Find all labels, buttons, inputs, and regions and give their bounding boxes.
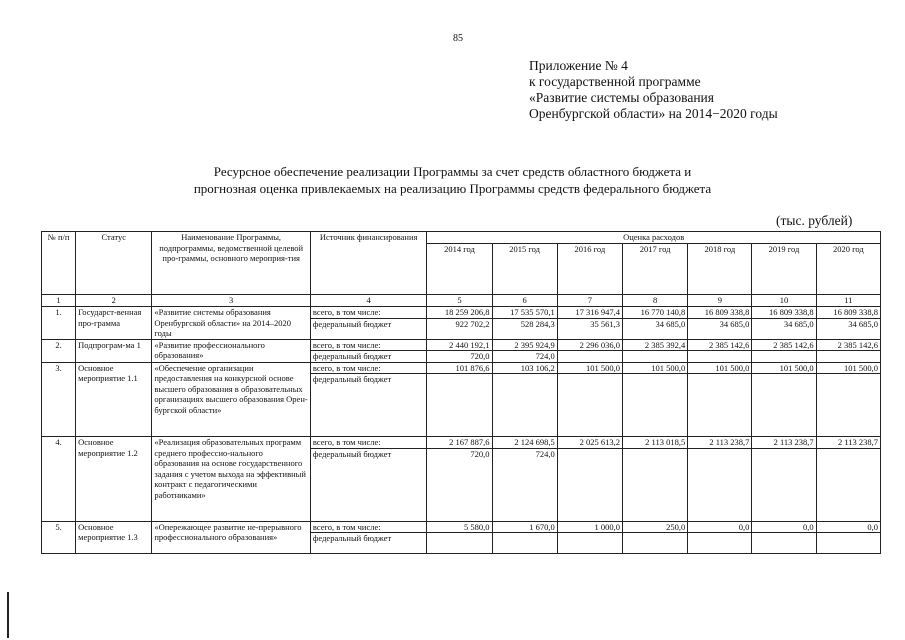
row-value: 2 385 142,6 <box>688 339 752 351</box>
row-value: 2 113 238,7 <box>688 437 752 449</box>
row-value: 17 535 570,1 <box>492 307 557 319</box>
document-title-line: Ресурсное обеспечение реализации Программы за счет средств областного бюджета и <box>213 164 692 179</box>
table-row <box>42 362 881 374</box>
column-number: 2 <box>76 295 152 307</box>
appendix-line: «Развитие системы образования <box>529 90 714 105</box>
row-value: 2 025 613,2 <box>557 437 622 449</box>
row-value: 34 685,0 <box>816 318 880 339</box>
row-value: 2 385 142,6 <box>752 339 816 351</box>
column-number: 5 <box>427 295 492 307</box>
row-source-label: федеральный бюджет <box>310 374 426 437</box>
header-name: Наименование Программы, подпрограммы, ведомственной целевой про-граммы, основного мероприя-тия <box>152 232 311 295</box>
column-number: 11 <box>816 295 880 307</box>
row-value <box>816 533 880 554</box>
row-name: «Развитие профессионального образования» <box>152 339 311 362</box>
row-value: 720,0 <box>427 351 492 363</box>
appendix-line: к государственной программе <box>529 74 701 89</box>
row-value <box>622 448 687 521</box>
row-value <box>752 448 816 521</box>
row-value: 2 385 392,4 <box>622 339 687 351</box>
row-value <box>557 374 622 437</box>
row-value <box>816 374 880 437</box>
row-value: 2 385 142,6 <box>816 339 880 351</box>
row-value <box>752 533 816 554</box>
row-source-label: всего, в том числе: <box>310 521 426 533</box>
row-num: 2. <box>42 339 76 362</box>
row-source-label: всего, в том числе: <box>310 339 426 351</box>
header-year: 2015 год <box>492 243 557 295</box>
row-value: 2 124 698,5 <box>492 437 557 449</box>
row-value <box>622 533 687 554</box>
row-value <box>816 351 880 363</box>
row-num: 5. <box>42 521 76 554</box>
column-number: 3 <box>152 295 311 307</box>
column-number: 9 <box>688 295 752 307</box>
row-num: 3. <box>42 362 76 437</box>
row-value: 0,0 <box>688 521 752 533</box>
row-value <box>492 533 557 554</box>
header-year: 2014 год <box>427 243 492 295</box>
row-value: 528 284,3 <box>492 318 557 339</box>
row-value: 0,0 <box>752 521 816 533</box>
row-value: 101 500,0 <box>557 362 622 374</box>
row-value <box>688 533 752 554</box>
header-year: 2016 год <box>557 243 622 295</box>
row-value: 2 440 192,1 <box>427 339 492 351</box>
document-title <box>0 163 905 197</box>
column-number: 4 <box>310 295 426 307</box>
column-number: 10 <box>752 295 816 307</box>
row-value: 2 113 238,7 <box>752 437 816 449</box>
row-value <box>688 351 752 363</box>
row-value: 1 670,0 <box>492 521 557 533</box>
row-value: 5 580,0 <box>427 521 492 533</box>
row-source-label: всего, в том числе: <box>310 307 426 319</box>
row-value <box>427 533 492 554</box>
row-source-label: всего, в том числе: <box>310 362 426 374</box>
row-num: 4. <box>42 437 76 522</box>
row-source-label: федеральный бюджет <box>310 351 426 363</box>
row-status: Основное мероприятие 1.3 <box>76 521 152 554</box>
header-year: 2019 год <box>752 243 816 295</box>
header-row <box>42 232 881 244</box>
units-label: (тыс. рублей) <box>776 213 853 228</box>
row-value: 101 500,0 <box>622 362 687 374</box>
row-value: 922 702,2 <box>427 318 492 339</box>
row-name: «Опережающее развитие не-прерывного профессионального образования» <box>152 521 311 554</box>
row-value <box>427 374 492 437</box>
row-value: 250,0 <box>622 521 687 533</box>
row-status: Основное мероприятие 1.1 <box>76 362 152 437</box>
row-value: 2 395 924,9 <box>492 339 557 351</box>
row-value: 103 106,2 <box>492 362 557 374</box>
row-status: Государст-венная про-грамма <box>76 307 152 340</box>
row-value: 101 500,0 <box>816 362 880 374</box>
table-row <box>42 307 881 319</box>
row-name: «Развитие системы образования Оренбургской области» на 2014–2020 годы <box>152 307 311 340</box>
appendix-line: Оренбургской области» на 2014−2020 годы <box>529 106 778 121</box>
row-value: 16 809 338,8 <box>816 307 880 319</box>
row-value: 34 685,0 <box>622 318 687 339</box>
column-number: 1 <box>42 295 76 307</box>
row-value: 0,0 <box>816 521 880 533</box>
row-value: 16 809 338,8 <box>688 307 752 319</box>
row-value: 35 561,3 <box>557 318 622 339</box>
table-row <box>42 521 881 533</box>
table-row <box>42 339 881 351</box>
column-number: 8 <box>622 295 687 307</box>
row-value: 2 113 238,7 <box>816 437 880 449</box>
row-status: Подпрограм-ма 1 <box>76 339 152 362</box>
row-value: 16 809 338,8 <box>752 307 816 319</box>
header-source: Источник финансирования <box>310 232 426 295</box>
page-number: 85 <box>453 33 463 44</box>
row-value: 34 685,0 <box>752 318 816 339</box>
appendix-line: Приложение № 4 <box>529 58 628 73</box>
row-value <box>752 351 816 363</box>
row-source-label: федеральный бюджет <box>310 533 426 554</box>
header-year: 2017 год <box>622 243 687 295</box>
row-value: 2 296 036,0 <box>557 339 622 351</box>
row-value <box>492 374 557 437</box>
row-value <box>816 448 880 521</box>
row-value: 17 316 947,4 <box>557 307 622 319</box>
column-number-row <box>42 295 881 307</box>
resources-table <box>41 231 881 554</box>
header-estimate: Оценка расходов <box>427 232 881 244</box>
header-year: 2020 год <box>816 243 880 295</box>
scan-edge-line <box>7 592 9 638</box>
row-source-label: федеральный бюджет <box>310 318 426 339</box>
row-value: 724,0 <box>492 448 557 521</box>
column-number: 7 <box>557 295 622 307</box>
row-value: 18 259 206,8 <box>427 307 492 319</box>
row-value: 1 000,0 <box>557 521 622 533</box>
row-source-label: федеральный бюджет <box>310 448 426 521</box>
row-value <box>688 374 752 437</box>
row-value: 2 113 018,5 <box>622 437 687 449</box>
row-value <box>557 351 622 363</box>
row-value: 101 500,0 <box>688 362 752 374</box>
row-value <box>622 351 687 363</box>
row-value <box>688 448 752 521</box>
row-value: 34 685,0 <box>688 318 752 339</box>
row-value: 720,0 <box>427 448 492 521</box>
row-value: 101 500,0 <box>752 362 816 374</box>
row-value <box>557 448 622 521</box>
header-year: 2018 год <box>688 243 752 295</box>
row-value: 101 876,6 <box>427 362 492 374</box>
header-status: Статус <box>76 232 152 295</box>
column-number: 6 <box>492 295 557 307</box>
header-num: № п/п <box>42 232 76 295</box>
row-name: «Реализация образовательных программ среднего профессио-нального образования на основе государственного задания с учетом выхода на эффективный контракт с педагогическими работниками» <box>152 437 311 522</box>
row-status: Основное мероприятие 1.2 <box>76 437 152 522</box>
row-value <box>752 374 816 437</box>
table-row <box>42 437 881 449</box>
row-value: 2 167 887,6 <box>427 437 492 449</box>
row-value: 724,0 <box>492 351 557 363</box>
row-value: 16 770 140,8 <box>622 307 687 319</box>
row-value <box>557 533 622 554</box>
appendix-header <box>529 58 778 122</box>
row-num: 1. <box>42 307 76 340</box>
row-value <box>622 374 687 437</box>
row-name: «Обеспечение организации предоставления на конкурсной основе высшего образования в образовательных организациях высшего образования Орен-бургской области» <box>152 362 311 437</box>
document-title-line: прогнозная оценка привлекаемых на реализацию Программы средств федерального бюджета <box>193 181 712 196</box>
row-source-label: всего, в том числе: <box>310 437 426 449</box>
